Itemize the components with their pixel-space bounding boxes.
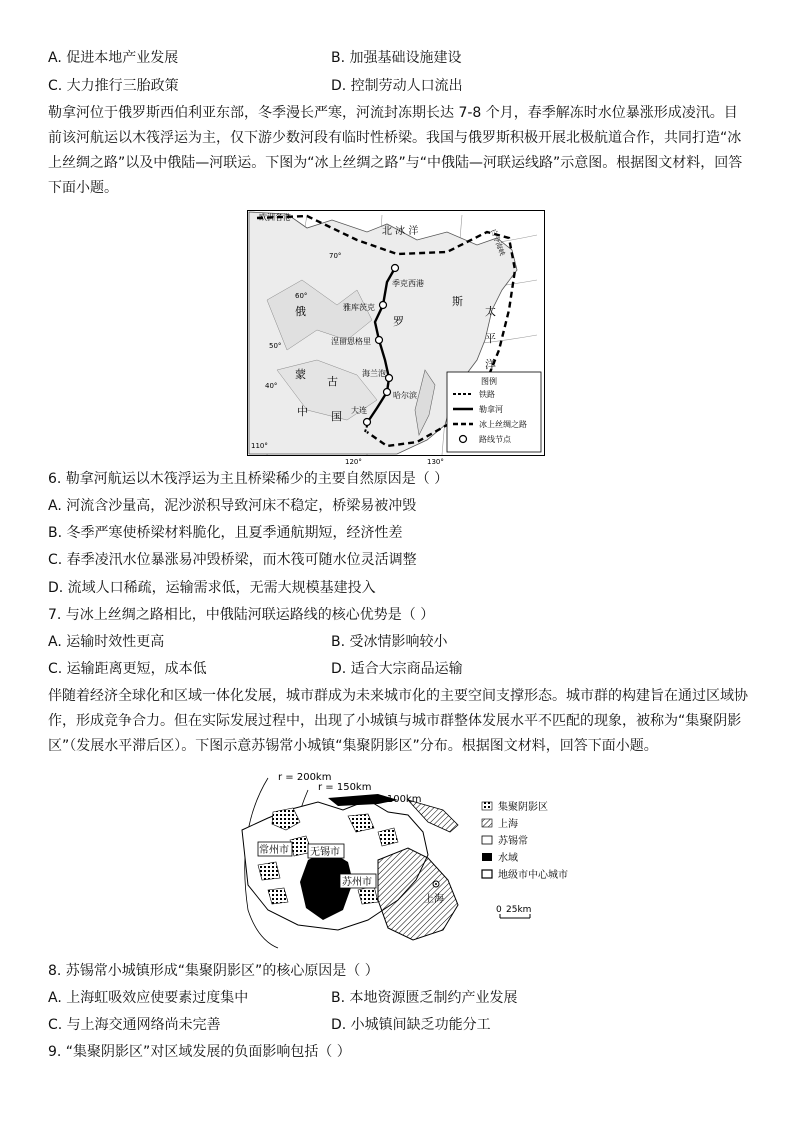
label-russia-luo: 罗 bbox=[393, 315, 404, 328]
label-lon130: 130° bbox=[427, 458, 444, 466]
label-russia-si: 斯 bbox=[452, 295, 463, 308]
q5-option-b: B. 加强基础设施建设 bbox=[331, 50, 462, 66]
q8-option-b: B. 本地资源匮乏制约产业发展 bbox=[331, 990, 518, 1006]
label-shanghai: 上海 bbox=[424, 894, 444, 905]
map1-legend bbox=[447, 372, 541, 452]
label-lat60: 60° bbox=[295, 292, 308, 300]
q8-stem: 8. 苏锡常小城镇形成“集聚阴影区”的核心原因是（ ） bbox=[48, 963, 379, 979]
label-china-zhong: 中 bbox=[297, 405, 308, 418]
label-yakutsk: 雅库茨克 bbox=[343, 303, 375, 312]
legend-shadow: 集聚阴影区 bbox=[498, 802, 548, 813]
q6-option-a: A. 河流含沙量高，泥沙淤积导致河床不稳定，桥梁易被冲毁 bbox=[48, 498, 417, 514]
q7-option-a: A. 运输时效性更高 bbox=[48, 634, 165, 650]
label-skovorodino: 涅留恩格里 bbox=[331, 337, 371, 346]
label-harbin: 哈尔滨 bbox=[393, 391, 417, 400]
label-pacific-yang: 洋 bbox=[485, 358, 496, 371]
label-dalian: 大连 bbox=[351, 406, 367, 415]
scale-bar bbox=[496, 905, 531, 918]
label-pacific-ping: 平 bbox=[485, 332, 496, 345]
legend-railway: 铁路 bbox=[479, 390, 495, 399]
scale-25km: 25km bbox=[506, 905, 532, 915]
label-lat50: 50° bbox=[269, 342, 282, 350]
legend-ice-silk-road: 冰上丝绸之路 bbox=[479, 420, 527, 429]
label-arctic-ocean: 北 冰 洋 bbox=[382, 226, 419, 237]
label-mongolia-meng: 蒙 bbox=[295, 368, 306, 381]
q5-option-c: C. 大力推行三胎政策 bbox=[48, 78, 179, 94]
legend-shanghai: 上海 bbox=[498, 819, 518, 830]
label-bering-strait: 白令海峡 bbox=[489, 227, 507, 257]
label-mongolia-gu: 古 bbox=[327, 375, 338, 388]
label-lon110: 110° bbox=[251, 442, 268, 450]
legend-water: 水域 bbox=[498, 853, 518, 864]
ice-silk-road-map bbox=[247, 210, 545, 466]
q8-option-c: C. 与上海交通网络尚未完善 bbox=[48, 1017, 221, 1033]
label-europe-ports: 欧洲各港 bbox=[259, 213, 291, 222]
map2-legend bbox=[482, 800, 568, 881]
q7-option-b: B. 受冰情影响较小 bbox=[331, 634, 448, 650]
q7-option-d: D. 适合大宗商品运输 bbox=[331, 661, 463, 677]
scale-zero: 0 bbox=[496, 905, 502, 915]
q7-option-c: C. 运输距离更短，成本低 bbox=[48, 661, 207, 677]
label-suzhou: 苏州市 bbox=[342, 877, 372, 888]
suxichang-shadow-map bbox=[228, 770, 588, 950]
q9-stem: 9. “集聚阴影区”对区域发展的负面影响包括（ ） bbox=[48, 1044, 351, 1060]
label-lat70: 70° bbox=[329, 252, 342, 260]
legend-title: 图例 bbox=[481, 377, 497, 386]
q6-option-c: C. 春季凌汛水位暴涨易冲毁桥梁，而木筏可随水位灵活调整 bbox=[48, 552, 417, 568]
q8-option-d: D. 小城镇间缺乏功能分工 bbox=[331, 1017, 491, 1033]
label-wuxi: 无锡市 bbox=[310, 847, 340, 858]
label-china-guo: 国 bbox=[331, 410, 342, 423]
label-lat40: 40° bbox=[265, 382, 278, 390]
label-changzhou: 常州市 bbox=[259, 845, 289, 856]
q6-option-d: D. 流域人口稀疏，运输需求低，无需大规模基建投入 bbox=[48, 580, 376, 596]
label-r100: r = 100km bbox=[368, 794, 422, 805]
q8-option-a: A. 上海虹吸效应使要素过度集中 bbox=[48, 990, 249, 1006]
q7-stem: 7. 与冰上丝绸之路相比，中俄陆河联运路线的核心优势是（ ） bbox=[48, 607, 435, 623]
label-russia-e: 俄 bbox=[295, 305, 306, 318]
label-r200: r = 200km bbox=[278, 772, 332, 783]
q5-option-a: A. 促进本地产业发展 bbox=[48, 50, 179, 66]
q6-option-b: B. 冬季严寒使桥梁材料脆化，且夏季通航期短，经济性差 bbox=[48, 525, 403, 541]
passage-agglomeration-shadow: 伴随着经济全球化和区域一体化发展，城市群成为未来城市化的主要空间支撑形态。城市群的构建旨在通过区域协作，形成竞争合力。但在实际发展过程中，出现了小城镇与城市群整体发展水平不匹配的现象，被称为“集聚阴影区”（发展水平滞后区）。下图示意苏锡常小城镇“集聚阴影区”分布。根据图文材料，回答下面小题。 bbox=[48, 688, 748, 754]
label-pacific-tai: 太 bbox=[485, 305, 496, 318]
label-r150: r = 150km bbox=[318, 782, 372, 793]
passage-lena-river: 勒拿河位于俄罗斯西伯利亚东部，冬季漫长严寒，河流封冻期长达 7-8 个月，春季解冻时水位暴涨形成凌汛。目前该河航运以木筏浮运为主，仅下游少数河段有临时性桥梁。我国与俄罗斯积极开展北极航道合作，共同打造“冰上丝绸之路”以及中俄陆—河联运。下图为“冰上丝绸之路”与“中俄陆—河联运线路”示意图。根据图文材料，回答下面小题。 bbox=[48, 105, 743, 196]
q5-option-d: D. 控制劳动人口流出 bbox=[331, 78, 463, 94]
legend-node: 路线节点 bbox=[479, 435, 511, 444]
label-lon120: 120° bbox=[345, 458, 362, 466]
q6-stem: 6. 勒拿河航运以木筏浮运为主且桥梁稀少的主要自然原因是（ ） bbox=[48, 471, 449, 487]
label-tiksi: 季克西港 bbox=[392, 279, 424, 288]
legend-lena: 勒拿河 bbox=[479, 405, 503, 414]
legend-suxichang: 苏锡常 bbox=[498, 836, 528, 847]
legend-city: 地级市中心城市 bbox=[498, 870, 568, 881]
label-hailar: 海兰泡 bbox=[362, 369, 386, 378]
